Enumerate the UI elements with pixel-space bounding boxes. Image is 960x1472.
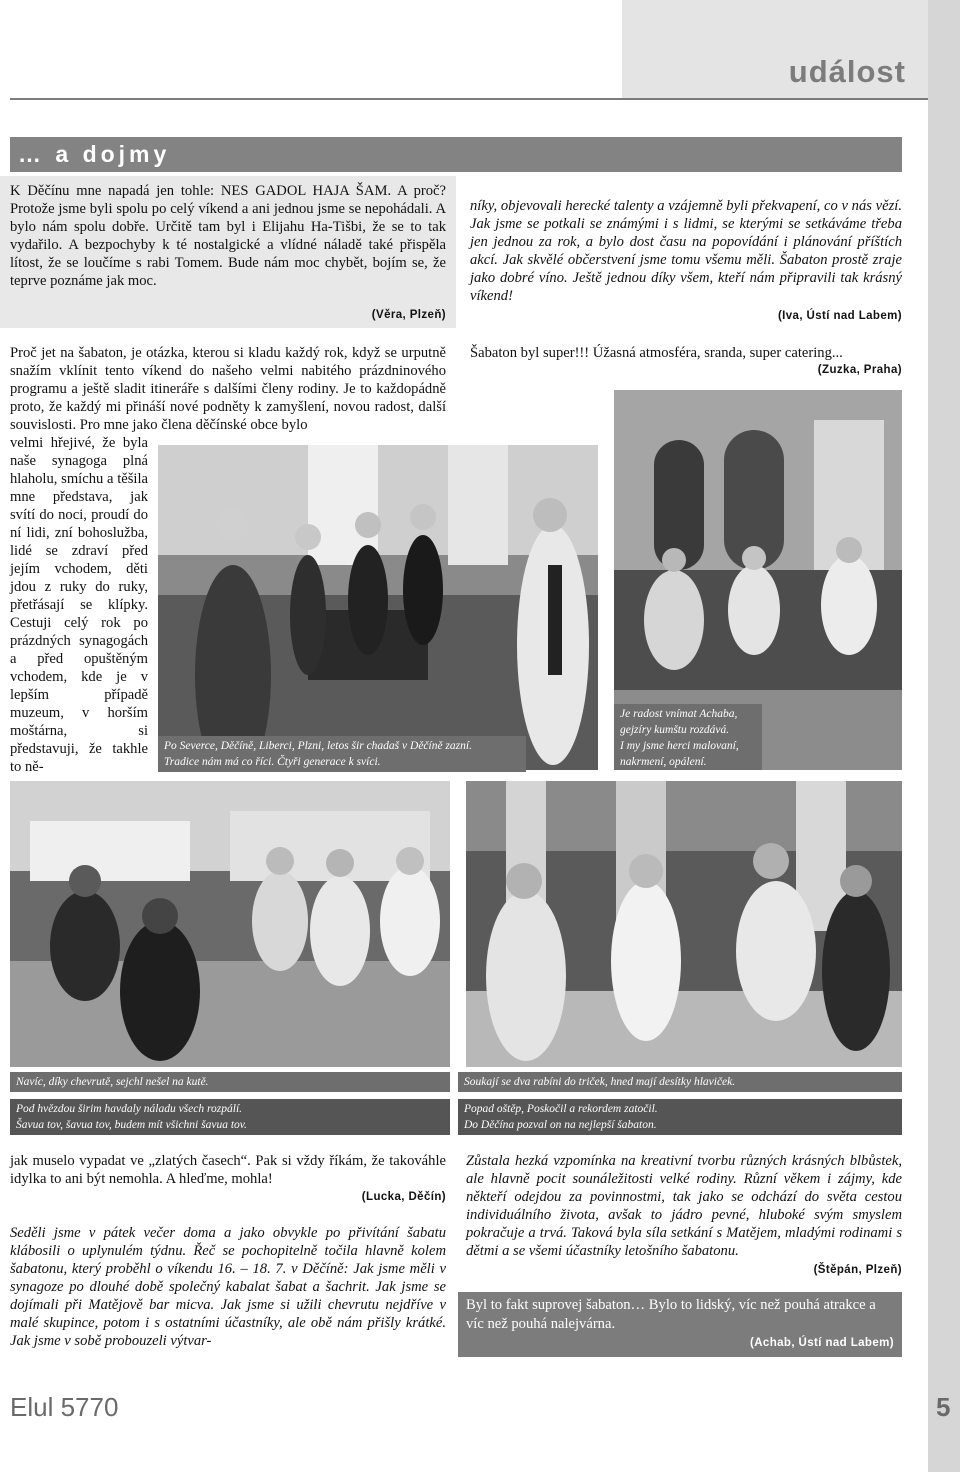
photo-rabbis-tshirts-image bbox=[466, 781, 902, 1067]
zuzka-text: Šabaton byl super!!! Úžasná atmosféra, sranda, super catering... bbox=[470, 345, 843, 361]
photo-candle-lighting-caption bbox=[158, 736, 526, 772]
iva-text: níky, objevovali herecké talenty a vzájemně byli překvapení, co v nás vězí. Jak jsme se potkali se známými i s lidmi, se kterými se setkáváme třeba jen jednou za rok, a bylo dost času na popovídání i plánování příštích akcí. Jak skvělé občerstvení jsme tomu všemu měli. Šabaton prostě zraje jako dobré víno. Ještě jednou díky všem, kteří nám připravili tak krásný víkend! bbox=[470, 198, 902, 304]
achab-quote-box bbox=[458, 1292, 902, 1357]
section-bar bbox=[10, 137, 902, 172]
photo-candle-lighting bbox=[158, 445, 598, 770]
caption-line: Šavua tov, šavua tov, budem mít všichni šavua tov. bbox=[16, 1119, 247, 1131]
intro-author: (Věra, Plzeň) bbox=[371, 309, 446, 321]
photo-study-circle bbox=[10, 781, 450, 1067]
article-text-continuation: jak muselo vypadat ve „zlatých časech“. Pak si vždy říkám, že takováhle idylka to ani být nemohla. A hleďme, mohla! bbox=[10, 1153, 446, 1187]
section-title: … a dojmy bbox=[18, 141, 171, 167]
photo-candle-lighting-image bbox=[158, 445, 598, 770]
caption-line: Po Severce, Děčíně, Liberci, Plzni, letos šir chadaš v Děčíně zazní. bbox=[164, 740, 472, 752]
intro-text: K Děčínu mne napadá jen tohle: NES GADOL HAJA ŠAM. A proč? Protože jsme byli spolu po celý víkend a ani jednou jsme se nepohádali. A bylo nám spolu dobře. Určitě tam byl i Elijahu Ha-Tišbi, že se to tak vydařilo. A bezpochyby k té nostalgické a vlídné náladě také přispěla lítost, že se loučíme s rabi Tomem. Bude nám moc chybět, bojím se, že teprve poznáme jak moc. bbox=[10, 183, 446, 289]
achab-author: (Achab, Ústí nad Labem) bbox=[749, 1337, 894, 1349]
caption-line: Soukají se dva rabíni do triček, hned mají desítky hlaviček. bbox=[464, 1076, 736, 1088]
section-name: událost bbox=[788, 54, 906, 89]
caption-line: Tradice nám má co říci. Čtyři generace k svíci. bbox=[164, 756, 381, 768]
caption-line: Pod hvězdou širim havdaly náladu všech rozpálí. bbox=[16, 1103, 243, 1115]
article-text-wide: Proč jet na šabaton, je otázka, kterou si kladu každý rok, když se urputně snažím vklínit tento víkend do našeho velmi nabitého prázdninového programu a ještě sladit itineráře s dalšími členy rodiny. Je to každopádně proto, že každý mi přináší nové podněty k zamyšlení, novou radost, další souvislosti. Pro mne jako člena děčínské obce bylo bbox=[10, 345, 446, 433]
story-text: Seděli jsme v pátek večer doma a jako obvykle po přivítání šabatu klábosili o uplynulém týdnu. Řeč se pochopitelně točila hlavně kolem šabatonu, který proběhl o víkendu 16. – 18. 7. v Děčíně: Jak jsme měli v synagoze po dlouhé době společný kabalat šabat a šachrit. Jak jsme se dojímali při Matějově bar micva. Jak jsme si užili chevrutu nejdříve v malé skupince, potom i s ostatními účastníky, ale obě nám přišly krátké. Jak jsme v sobě probouzeli výtvar- bbox=[10, 1225, 446, 1349]
header-rule bbox=[10, 98, 928, 100]
photo-rabbis-tshirts-caption-top bbox=[458, 1072, 902, 1092]
photo-study-circle-caption-top bbox=[10, 1072, 450, 1092]
photo-study-circle-image bbox=[10, 781, 450, 1067]
caption-line: nakrmení, opálení. bbox=[620, 756, 707, 768]
caption-line: gejzíry kumštu rozdává. bbox=[620, 724, 730, 736]
article-text-narrow: velmi hřejivé, že byla naše synagoga plná hlaholu, smíchu a těšila mne představa, jak svítí do noci, proudí do ní lidi, zní bohoslužba, lidé se zdraví před jejím vchodem, děti jdou z ruky do ruky, přetřásají se klípky. Cestuji celý rok po prázdných synagogách a před opuštěným vchodem, kde je v lepším případě muzeum, v horším moštárna, si představuji, že takhle to ně- bbox=[10, 435, 148, 775]
zuzka-author: (Zuzka, Praha) bbox=[817, 364, 902, 376]
page-number: 5 bbox=[936, 1392, 951, 1422]
caption-line: Navíc, díky chevrutě, sejchl nešel na kutě. bbox=[16, 1076, 209, 1088]
achab-text: Byl to fakt suprovej šabaton… Bylo to lidský, víc než pouhá atrakce a víc než pouhá nalejvárna. bbox=[466, 1297, 876, 1332]
photo-rabbis-tshirts-caption-bottom bbox=[458, 1099, 902, 1135]
lucka-author: (Lucka, Děčín) bbox=[361, 1191, 446, 1203]
iva-author: (Iva, Ústí nad Labem) bbox=[777, 310, 902, 322]
page-margin-strip bbox=[928, 0, 960, 1472]
caption-line: Je radost vnímat Achaba, bbox=[620, 708, 738, 720]
caption-line: Popad oštěp, Poskočil a rekordem zatočil. bbox=[464, 1103, 658, 1115]
photo-hall-relaxing-caption bbox=[614, 704, 762, 770]
photo-rabbis-tshirts bbox=[466, 781, 902, 1067]
header-box bbox=[622, 0, 928, 98]
stepan-author: (Štěpán, Plzeň) bbox=[813, 1264, 902, 1276]
caption-line: I my jsme herci malovaní, bbox=[620, 740, 739, 752]
photo-study-circle-caption-bottom bbox=[10, 1099, 450, 1135]
issue-label: Elul 5770 bbox=[10, 1392, 119, 1422]
stepan-text: Zůstala hezká vzpomínka na kreativní tvorbu různých krásných blbůstek, ale hlavně pocit sounáležitosti velké rodiny. Různí věkem i zájmy, kde někteří odejdou za povinnostmi, tak jako se odchází do světa cestou individuálního života, avšak to jádro pevné, hluboké svým smyslem pokračuje a trvá. Taková byla síla setkání s Matějem, mladými rodinami s dětmi a se všemi účastníky letošního šabatonu. bbox=[466, 1153, 902, 1259]
caption-line: Do Děčína pozval on na nejlepší šabaton. bbox=[464, 1119, 657, 1131]
